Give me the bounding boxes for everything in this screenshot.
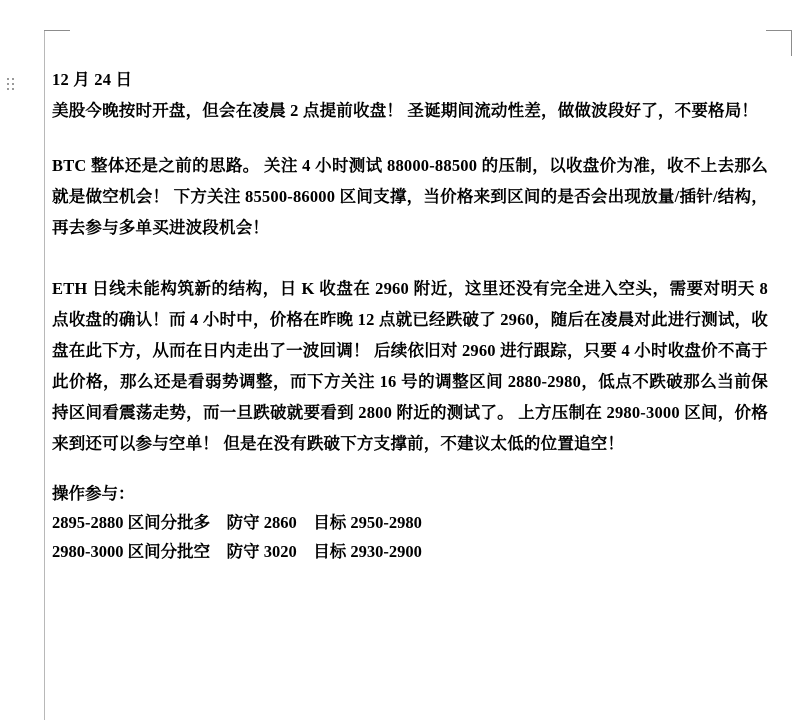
crop-mark-top-left [44, 30, 70, 31]
document-title: 12 月 24 日 [52, 70, 133, 89]
drag-handle-icon[interactable] [7, 78, 14, 94]
paragraph-spacer [52, 126, 768, 150]
plan-line-long: 2895-2880 区间分批多 防守 2860 目标 2950-2980 [52, 513, 422, 532]
page-margin-rule [44, 30, 45, 720]
plan-line-short: 2980-3000 区间分批空 防守 3020 目标 2930-2900 [52, 542, 422, 561]
paragraph-market-open: 美股今晚按时开盘，但会在凌晨 2 点提前收盘！ 圣诞期间流动性差，做做波段好了，不要格局！ [52, 101, 759, 120]
plan-heading: 操作参与： [52, 484, 135, 503]
paragraph-spacer [52, 459, 768, 479]
paragraph-eth-analysis: ETH 日线未能构筑新的结构，日 K 收盘在 2960 附近，这里还没有完全进入空头，需要对明天 8 点收盘的确认！而 4 小时中，价格在昨晚 12 点就已经跌破了 2960，随后在凌晨对此进行测试，收盘在此下方，从而在日内走出了一波回调！ 后续依旧对 2960 进行跟踪，只要 4 小时收盘价不高于此价格，那么还是看弱势调整，而下方关注 16 号的调整区间 2880-2980，低点不跌破那么当前保持区间看震荡走势，而一旦跌破就要看到 2800 附近的测试了。 上方压制在 2980-3000 区间，价格来到还可以参与空单！ 但是在没有跌破下方支撑前，不建议太低的位置追空！ [52, 279, 768, 453]
paragraph-spacer [52, 243, 768, 273]
crop-mark-top-right-vertical [791, 30, 792, 56]
crop-mark-top-right-horizontal [766, 30, 792, 31]
paragraph-btc-analysis: BTC 整体还是之前的思路。 关注 4 小时测试 88000-88500 的压制，以收盘价为准，收不上去那么就是做空机会！ 下方关注 85500-86000 区间支撑，当价格来到区间的是否会出现放量/插针/结构，再去参与多单买进波段机会！ [52, 156, 768, 237]
document-text-body [52, 64, 768, 566]
